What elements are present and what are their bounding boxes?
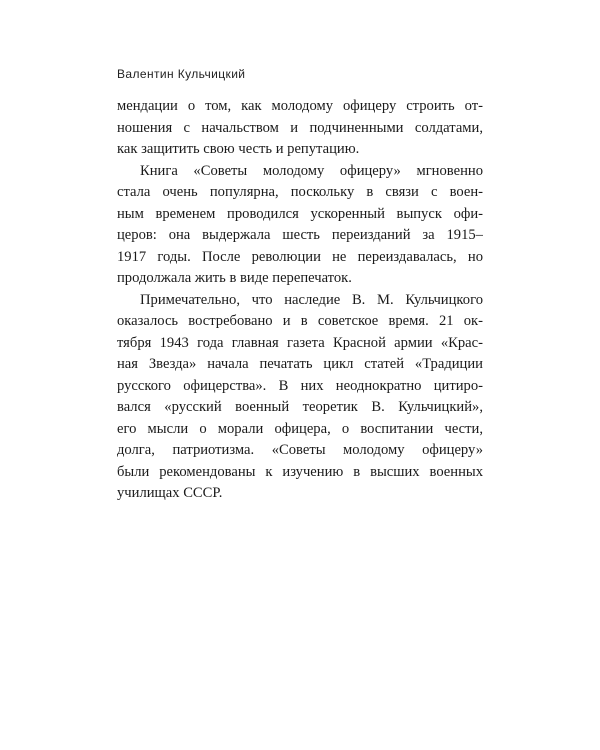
text-line: ным временем проводился ускоренный выпуск офи- [117, 205, 483, 222]
text-line: его мысли о морали офицера, о воспитании чести, [117, 420, 483, 437]
text-line: Примечательно, что наследие В. М. Кульчицкого [140, 291, 483, 308]
text-line: русского офицерства». В них неоднократно цитиро- [117, 377, 483, 394]
paragraph-2 [117, 161, 483, 290]
text-line: церов: она выдержала шесть переизданий за 1915– [117, 227, 483, 243]
paragraph-3 [117, 290, 483, 505]
text-line: ношения с начальством и подчиненными солдатами, [117, 119, 483, 136]
text-line: училищах СССР. [117, 485, 223, 501]
text-line: стала очень популярна, поскольку в связи с воен- [117, 184, 483, 200]
text-line: мендации о том, как молодому офицеру строить от- [117, 98, 483, 114]
text-line: были рекомендованы к изучению в высших военных [117, 463, 483, 480]
text-line: вался «русский военный теоретик В. Кульчицкий», [117, 399, 483, 415]
running-header-author: Валентин Кульчицкий [117, 67, 246, 81]
text-line: оказалось востребовано и в советское время. 21 ок- [117, 313, 483, 329]
text-line: как защитить свою честь и репутацию. [117, 141, 360, 157]
text-line: тября 1943 года главная газета Красной армии «Крас- [117, 334, 483, 351]
text-line: 1917 годы. После революции не переиздавалась, но [117, 248, 483, 265]
text-line: ная Звезда» начала печатать цикл статей «Традиции [117, 356, 483, 372]
paragraph-1 [117, 96, 483, 161]
text-line: долга, патриотизма. «Советы молодому офицеру» [117, 442, 483, 458]
body-text [117, 96, 483, 505]
text-line: продолжала жить в виде перепечаток. [117, 270, 352, 286]
text-line: Книга «Советы молодому офицеру» мгновенно [140, 162, 483, 179]
